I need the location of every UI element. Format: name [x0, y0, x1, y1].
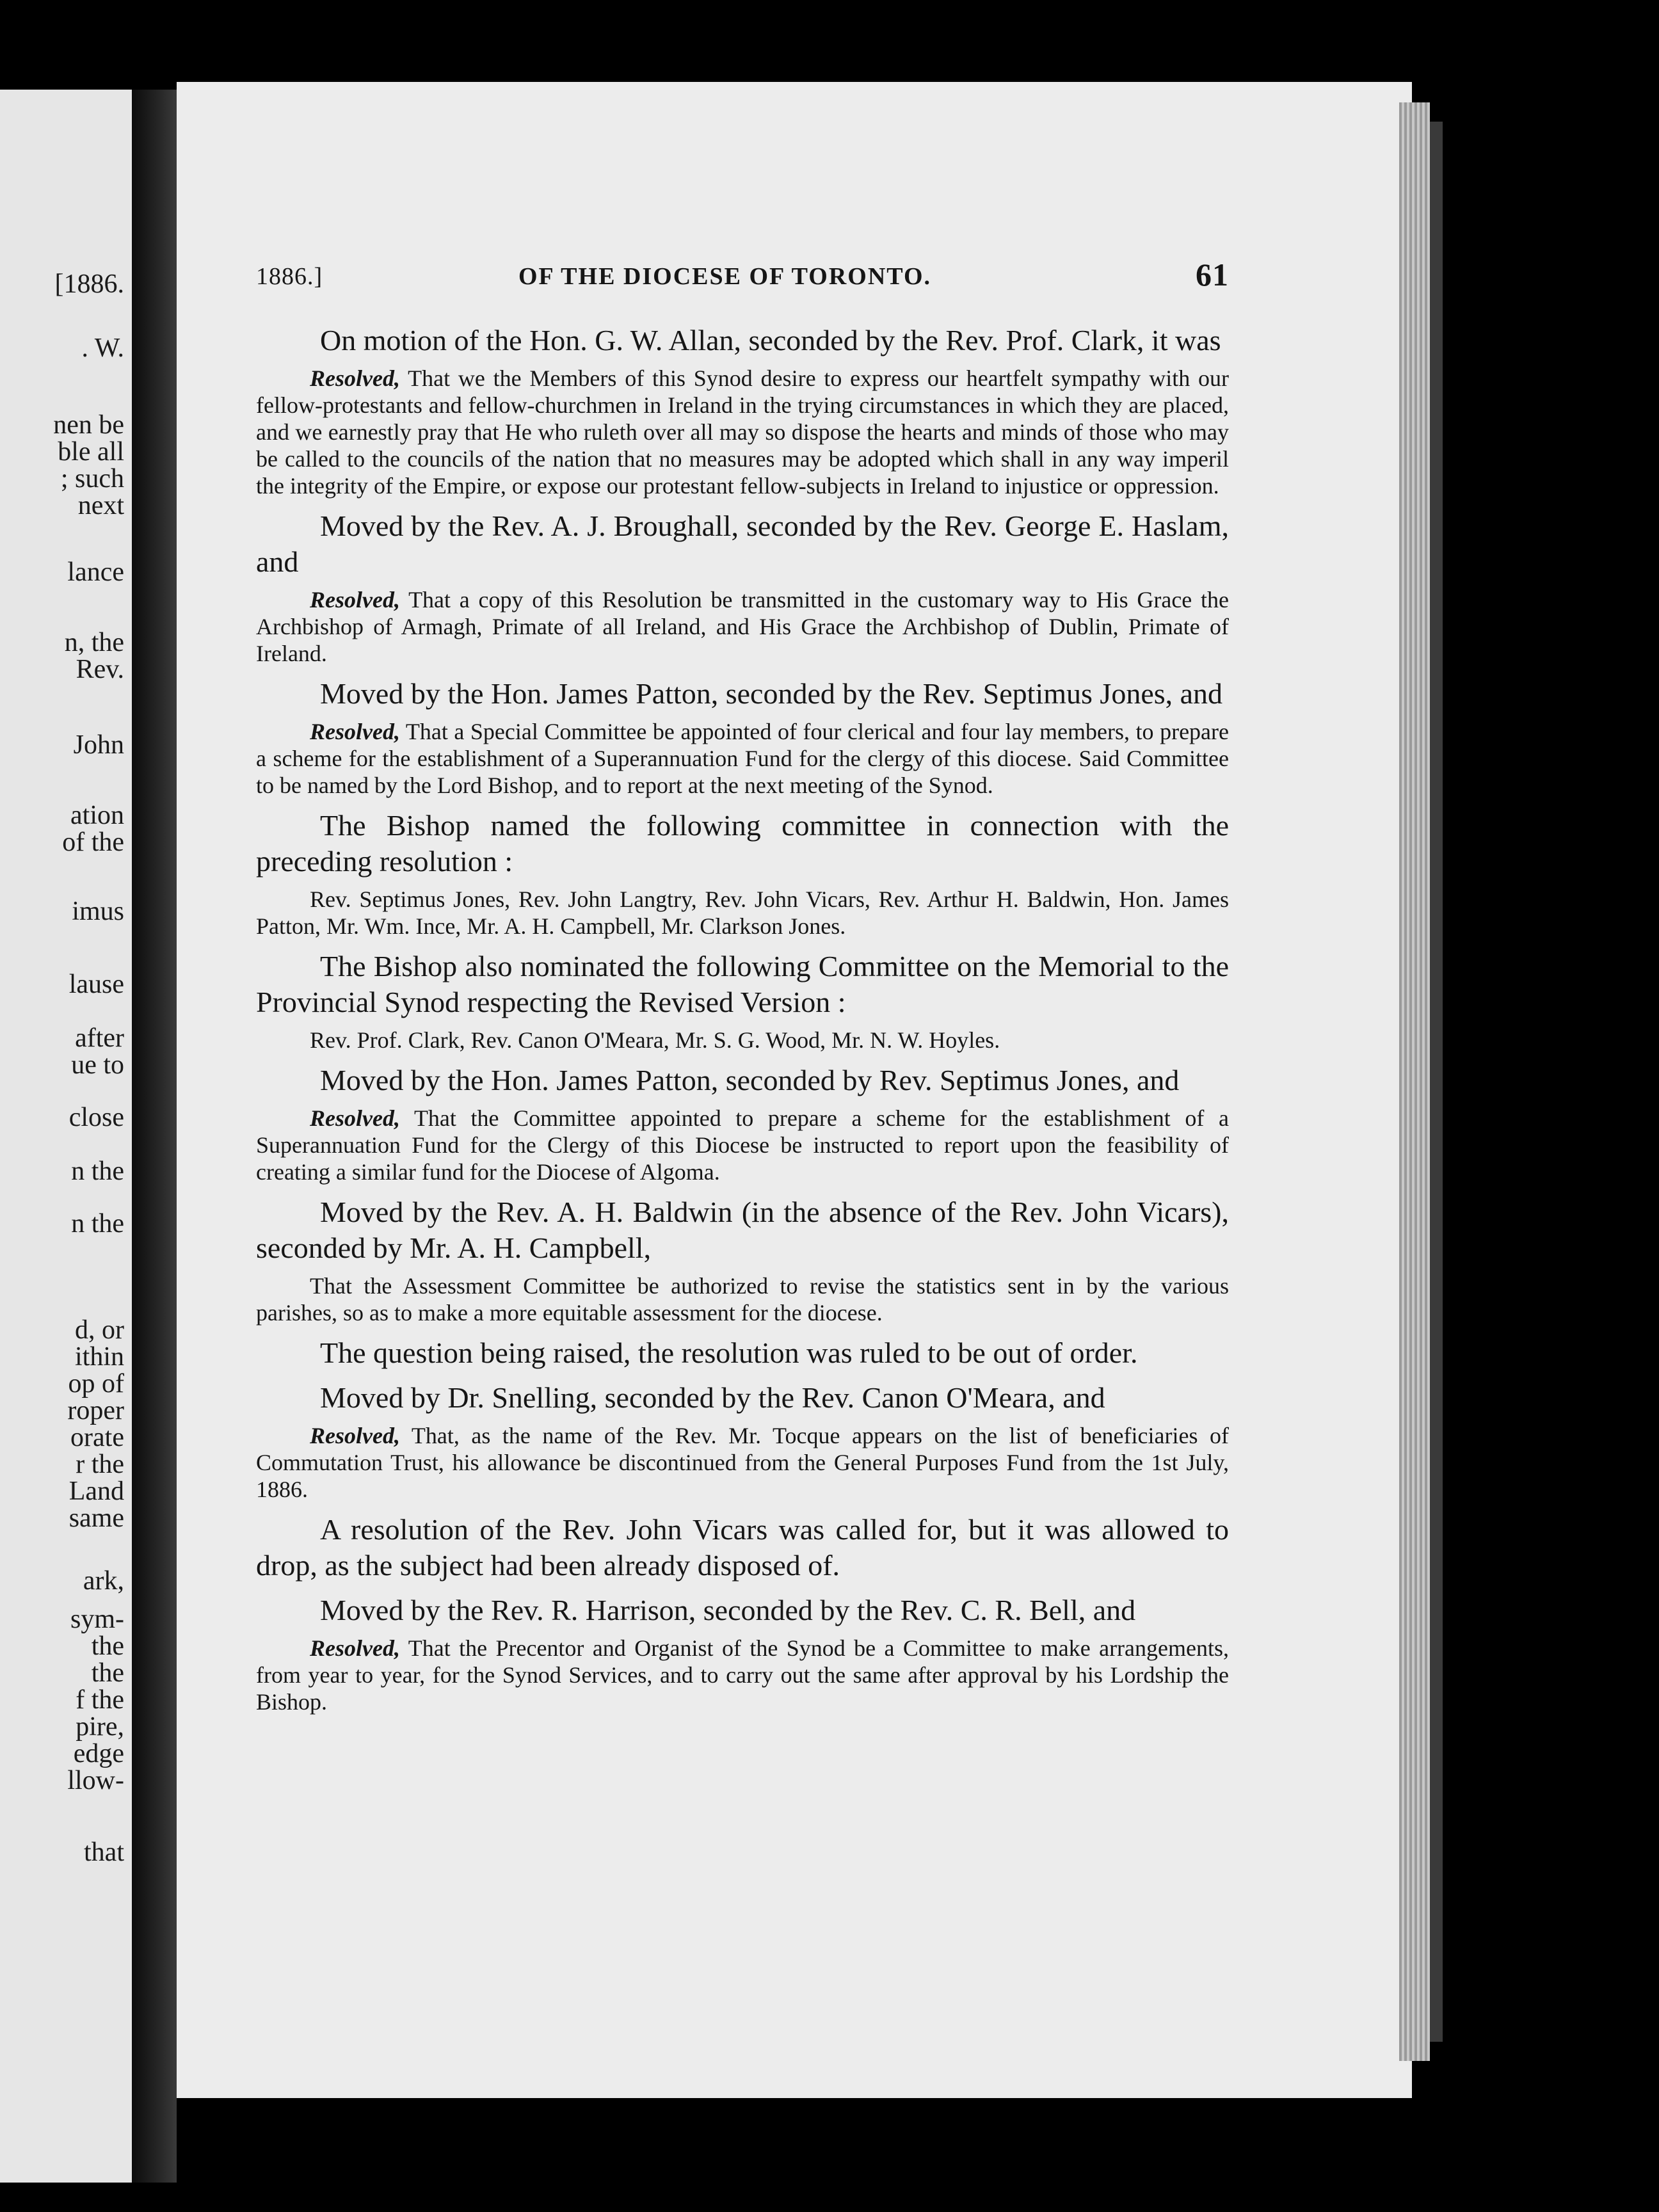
facing-page-line: sym-: [70, 1605, 124, 1634]
resolution-paragraph: That the Assessment Committee be authorized to revise the statistics sent in by the various parishes, so as to make a more equitable assessment for the diocese.: [256, 1273, 1229, 1326]
facing-page-line: d, or: [75, 1315, 124, 1345]
resolution-paragraph: [256, 1635, 1229, 1715]
facing-page-line: the: [91, 1631, 124, 1661]
header-title: OF THE DIOCESE OF TORONTO.: [518, 263, 932, 290]
facing-page-line: op of: [68, 1369, 124, 1399]
resolution-paragraph: [256, 1105, 1229, 1185]
facing-page-line: orate: [70, 1423, 124, 1452]
facing-page-line: ark,: [83, 1566, 124, 1596]
facing-page-line: John: [73, 730, 124, 760]
running-header: [256, 256, 1229, 301]
facing-page-line: the: [91, 1658, 124, 1688]
facing-page-line: imus: [72, 897, 124, 926]
resolved-label: Resolved,: [310, 1105, 400, 1131]
facing-page-line: close: [68, 1103, 124, 1132]
facing-page-line: lause: [68, 970, 124, 999]
facing-page-line: llow-: [67, 1766, 124, 1795]
facing-page-line: lance: [67, 557, 124, 587]
facing-page-line: n the: [71, 1157, 124, 1186]
facing-page-line: . W.: [81, 333, 124, 363]
motion-paragraph: Moved by the Rev. A. H. Baldwin (in the absence of the Rev. John Vicars), seconded by Mr. A. H. Campbell,: [256, 1196, 1229, 1264]
facing-page-line: r the: [76, 1450, 124, 1479]
facing-page-line: roper: [67, 1396, 124, 1425]
resolved-label: Resolved,: [310, 1635, 400, 1661]
motion-paragraph: Moved by the Hon. James Patton, seconded by Rev. Septimus Jones, and: [320, 1064, 1180, 1096]
facing-page-line: next: [77, 491, 124, 520]
facing-page: [0, 90, 132, 2183]
facing-page-line: of the: [62, 828, 124, 857]
resolution-paragraph: [256, 718, 1229, 799]
resolution-paragraph: [256, 365, 1229, 499]
resolved-label: Resolved,: [310, 1423, 400, 1448]
ruling-paragraph: The question being raised, the resolution was ruled to be out of order.: [320, 1336, 1138, 1369]
facing-page-line: after: [75, 1023, 124, 1053]
page-edges: [1399, 102, 1430, 2061]
motion-paragraph: Moved by the Rev. R. Harrison, seconded by the Rev. C. R. Bell, and: [320, 1594, 1136, 1626]
facing-page-line: [1886.: [54, 269, 124, 299]
facing-page-line: Rev.: [76, 655, 124, 684]
committee-names: Rev. Prof. Clark, Rev. Canon O'Meara, Mr. S. G. Wood, Mr. N. W. Hoyles.: [310, 1027, 1000, 1053]
book-gutter: [132, 90, 177, 2183]
motion-paragraph: Moved by the Rev. A. J. Broughall, seconded by the Rev. George E. Haslam, and: [256, 509, 1229, 578]
page-edges-shadow: [1430, 122, 1443, 2042]
committee-names: Rev. Septimus Jones, Rev. John Langtry, Rev. John Vicars, Rev. Arthur H. Baldwin, Hon. James Patton, Mr. Wm. Ince, Mr. A. H. Campbell, Mr. Clarkson Jones.: [256, 886, 1229, 939]
resolution-text: That a copy of this Resolution be transmitted in the customary way to His Grace the Archbishop of Armagh, Primate of all Ireland, and His Grace the Archbishop of Dublin, Primate of Ireland.: [256, 587, 1229, 666]
facing-page-line: edge: [73, 1739, 124, 1768]
committee-paragraph: The Bishop also nominated the following Committee on the Memorial to the Provincial Synod respecting the Revised Version :: [256, 950, 1229, 1018]
resolved-label: Resolved,: [310, 365, 400, 391]
resolved-label: Resolved,: [310, 587, 400, 613]
note-paragraph: A resolution of the Rev. John Vicars was called for, but it was allowed to drop, as the subject had been already disposed of.: [256, 1513, 1229, 1582]
motion-paragraph: Moved by the Hon. James Patton, seconded by the Rev. Septimus Jones, and: [320, 677, 1223, 710]
page-text: [256, 256, 1229, 1724]
facing-page-line: f the: [76, 1685, 124, 1715]
facing-page-line: ation: [70, 801, 124, 830]
resolved-label: Resolved,: [310, 719, 400, 744]
facing-page-line: ithin: [74, 1342, 124, 1372]
motion-paragraph: Moved by Dr. Snelling, seconded by the Rev. Canon O'Meara, and: [320, 1381, 1105, 1414]
facing-page-line: same: [68, 1503, 124, 1533]
header-year: 1886.]: [256, 263, 323, 290]
facing-page-line: n, the: [64, 628, 124, 657]
facing-page-line: ble all: [58, 437, 124, 467]
resolution-text: That, as the name of the Rev. Mr. Tocque appears on the list of beneficiaries of Commutation Trust, his allowance be discontinued from the General Purposes Fund from the 1st July, 1886.: [256, 1423, 1229, 1502]
resolution-text: That the Precentor and Organist of the Synod be a Committee to make arrangements, from year to year, for the Synod Services, and to carry out the same after approval by his Lordship the Bishop.: [256, 1635, 1229, 1715]
motion-paragraph: On motion of the Hon. G. W. Allan, seconded by the Rev. Prof. Clark, it was: [320, 324, 1221, 357]
facing-page-line: that: [84, 1838, 124, 1867]
facing-page-line: ue to: [71, 1050, 124, 1080]
resolution-text: That we the Members of this Synod desire to express our heartfelt sympathy with our fellow-protestants and fellow-churchmen in Ireland in the trying circumstances in which they are placed, and we earnestly pray that He who ruleth over all may so dispose the hearts and minds of those who may be called to the councils of the nation that no measures may be adopted which shall in any way imperil the integrity of the Empire, or expose our protestant fellow-subjects in Ireland to injustice or oppression.: [256, 365, 1229, 499]
facing-page-line: nen be: [53, 410, 124, 440]
facing-page-line: pire,: [76, 1712, 124, 1742]
facing-page-line: n the: [71, 1209, 124, 1238]
committee-paragraph: The Bishop named the following committee in connection with the preceding resolution :: [256, 809, 1229, 878]
resolution-paragraph: [256, 586, 1229, 667]
resolution-text: That a Special Committee be appointed of four clerical and four lay members, to prepare a scheme for the establishment of a Superannuation Fund for the clergy of this diocese. Said Committee to be named by the Lord Bishop, and to report at the next meeting of the Synod.: [256, 719, 1229, 798]
facing-page-line: ; such: [60, 464, 124, 493]
page-number: 61: [1196, 257, 1229, 293]
facing-page-line: Land: [68, 1477, 124, 1506]
resolution-text: That the Committee appointed to prepare a scheme for the establishment of a Superannuation Fund for the Clergy of this Diocese be instructed to report upon the feasibility of creating a similar fund for the Diocese of Algoma.: [256, 1105, 1229, 1185]
resolution-paragraph: [256, 1422, 1229, 1503]
